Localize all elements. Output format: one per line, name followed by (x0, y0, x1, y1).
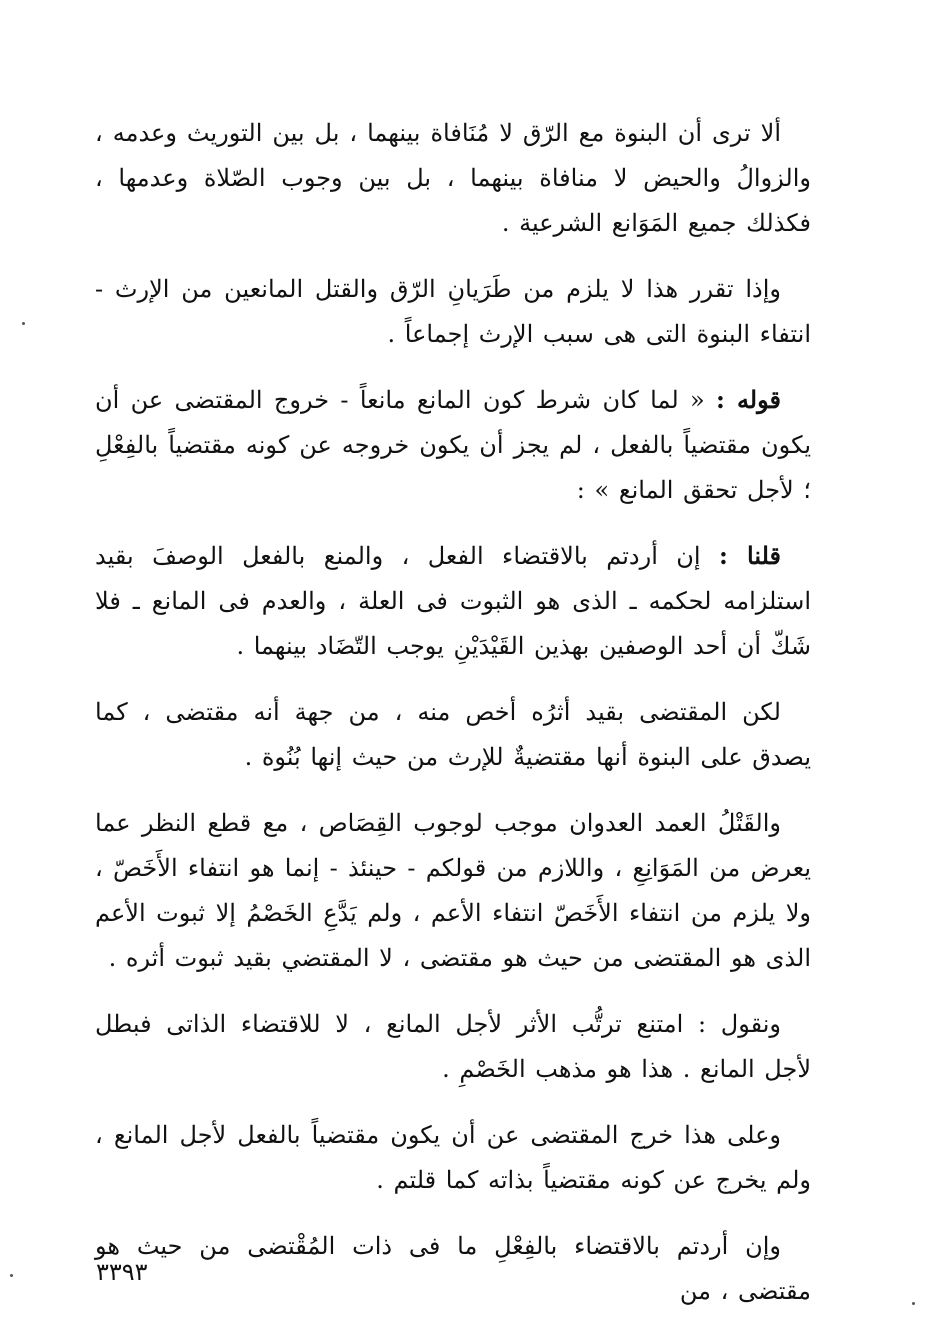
paragraph-lead: قلنا : (719, 541, 781, 570)
page-number: ٣٣٩٣ (96, 1258, 148, 1286)
paragraph-text: ألا ترى أن البنوة مع الرّق لا مُنَافاة بينهما ، بل بين التوريث وعدمه ، والزوالُ والحيض لا منافاة بينهما ، بل بين وجوب الصّلاة وعدمها ، فكذلك جميع المَوَانع الشرعية . (95, 119, 811, 237)
paragraph-1 (95, 110, 811, 246)
paragraph-text: « لما كان شرط كون المانع مانعاً - خروج المقتضى عن أن يكون مقتضياً بالفعل ، لم يجز أن يكون خروجه عن كونه مقتضياً بالفِعْلِ ؛ لأجل تحقق المانع » : (95, 386, 811, 504)
paragraph-9 (95, 1223, 811, 1314)
scan-speck (22, 322, 25, 325)
scan-speck (912, 1302, 915, 1305)
paragraph-5 (95, 689, 811, 780)
paragraph-4 (95, 533, 811, 669)
paragraph-text: والقَتْلُ العمد العدوان موجب لوجوب القِصَاص ، مع قطع النظر عما يعرض من المَوَانِعِ ، واللازم من قولكم - حينئذ - إنما هو انتفاء الأَخَصّ ، ولا يلزم من انتفاء الأَخَصّ انتفاء الأعم ، ولم يَدَّعِ الخَصْمُ إلا ثبوت الأعم الذى هو المقتضى من حيث هو مقتضى ، لا المقتضي بقيد ثبوت أثره . (95, 809, 811, 972)
paragraph-text: لكن المقتضى بقيد أثرُه أخص منه ، من جهة أنه مقتضى ، كما يصدق على البنوة أنها مقتضيةٌ للإرث من حيث إنها بُنُوة . (95, 698, 811, 771)
paragraph-text: وإن أردتم بالاقتضاء بالفِعْلِ ما فى ذات المُقْتضى من حيث هو مقتضى ، من (95, 1232, 811, 1305)
paragraph-3 (95, 377, 811, 513)
text-body (95, 110, 811, 1334)
paragraph-text: وإذا تقرر هذا لا يلزم من طَرَيانِ الرّق والقتل المانعين من الإرث - انتفاء البنوة التى هى سبب الإرث إجماعاً . (95, 275, 811, 348)
scan-speck (10, 1274, 13, 1277)
paragraph-text: ونقول : امتنع ترتُّب الأثر لأجل المانع ، لا للاقتضاء الذاتى فبطل لأجل المانع . هذا هو مذهب الخَصْمِ . (95, 1010, 811, 1083)
paragraph-8 (95, 1112, 811, 1203)
paragraph-6 (95, 800, 811, 981)
paragraph-lead: قوله : (716, 385, 781, 414)
paragraph-2 (95, 266, 811, 357)
paragraph-7 (95, 1001, 811, 1092)
paragraph-text: إن أردتم بالاقتضاء الفعل ، والمنع بالفعل الوصفَ بقيد استلزامه لحكمه ـ الذى هو الثبوت فى العلة ، والعدم فى المانع ـ فلا شَكّ أن أحد الوصفين بهذين القَيْدَيْنِ يوجب التّضَاد بينهما . (95, 542, 811, 660)
paragraph-text: وعلى هذا خرج المقتضى عن أن يكون مقتضياً بالفعل لأجل المانع ، ولم يخرج عن كونه مقتضياً بذاته كما قلتم . (95, 1121, 811, 1194)
